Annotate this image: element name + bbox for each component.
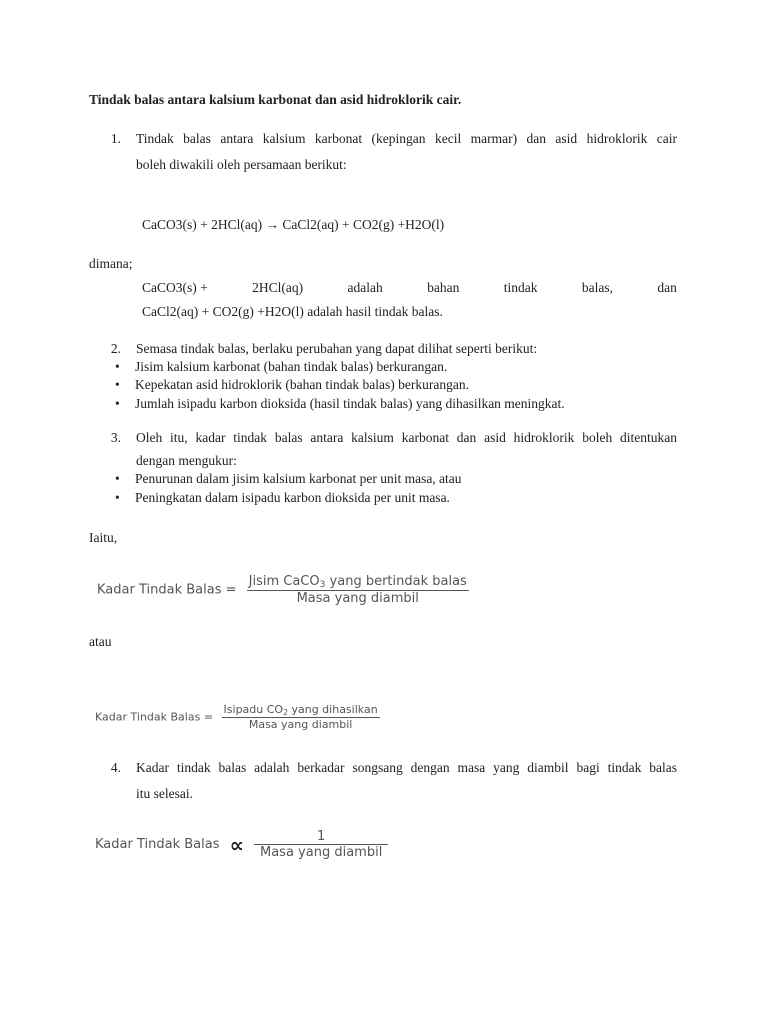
numerator: Jisim CaCO$_3$ yang bertindak balas: [248, 574, 467, 590]
fraction: [254, 829, 388, 860]
item-text-line: Tindak balas antara kalsium karbonat (kepingan kecil marmar) dan asid hidroklorik cair: [136, 131, 677, 146]
atau-label: atau: [89, 634, 112, 649]
word: balas,: [581, 280, 614, 295]
bullet-icon: •: [115, 490, 120, 505]
fraction: [222, 703, 380, 731]
bullet-item: Peningkatan dalam isipadu karbon dioksida per unit masa.: [135, 490, 450, 505]
denominator: Masa yang diambil: [222, 717, 380, 731]
item-text-line: itu selesai.: [136, 786, 193, 801]
bullet-item: Jisim kalsium karbonat (bahan tindak balas) berkurangan.: [135, 359, 448, 374]
word: dan: [657, 280, 677, 295]
item-number: 4.: [110, 760, 121, 775]
denominator: Masa yang diambil: [254, 844, 388, 860]
bullet-item: Kepekatan asid hidroklorik (bahan tindak balas) berkurangan.: [135, 377, 470, 392]
item-number: 1.: [110, 131, 121, 146]
formula-lhs: Kadar Tindak Balas =: [97, 582, 237, 598]
numerator: 1: [317, 829, 326, 844]
proportional-symbol: ∝: [229, 832, 244, 857]
word: CaCO3(s) +: [142, 280, 208, 295]
word: tindak: [503, 280, 538, 295]
item-text-line: dengan mengukur:: [136, 453, 237, 468]
denominator: Masa yang diambil: [247, 590, 469, 606]
formula-lhs: Kadar Tindak Balas =: [95, 710, 214, 724]
product-line: CaCl2(aq) + CO2(g) +H2O(l) adalah hasil tindak balas.: [142, 304, 443, 319]
chemical-equation: CaCO3(s) + 2HCl(aq) → CaCl2(aq) + CO2(g) +H2O(l): [142, 217, 445, 232]
item-number: 2.: [110, 341, 121, 356]
item-text-line: boleh diwakili oleh persamaan berikut:: [136, 157, 347, 172]
bullet-icon: •: [115, 471, 120, 486]
bullet-icon: •: [115, 396, 120, 411]
proportional-formula: [95, 829, 388, 860]
rate-formula-mass: [97, 574, 469, 606]
item-number: 3.: [110, 430, 121, 445]
item-text-line: Semasa tindak balas, berlaku perubahan yang dapat dilihat seperti berikut:: [136, 341, 538, 356]
bullet-item: Jumlah isipadu karbon dioksida (hasil tindak balas) yang dihasilkan meningkat.: [135, 396, 565, 411]
iaitu-label: Iaitu,: [89, 530, 118, 545]
formula-lhs: Kadar Tindak Balas: [95, 837, 220, 852]
word: 2HCl(aq): [252, 280, 304, 295]
word: bahan: [427, 280, 460, 295]
document-title: Tindak balas antara kalsium karbonat dan asid hidroklorik cair.: [89, 92, 462, 107]
item-text-line: Kadar tindak balas adalah berkadar songsang dengan masa yang diambil bagi tindak balas: [136, 760, 677, 775]
fraction: [247, 574, 469, 606]
word: adalah: [347, 280, 383, 295]
numerator: Isipadu $CO_2$ yang dihasilkan: [223, 703, 378, 717]
dimana-label: dimana;: [89, 256, 133, 271]
rate-formula-volume: [95, 703, 380, 731]
bullet-icon: •: [115, 377, 120, 392]
bullet-icon: •: [115, 359, 120, 374]
item-text-line: Oleh itu, kadar tindak balas antara kalsium karbonat dan asid hidroklorik boleh ditentukan: [136, 430, 677, 445]
reactant-line: [142, 280, 677, 296]
bullet-item: Penurunan dalam jisim kalsium karbonat per unit masa, atau: [135, 471, 462, 486]
